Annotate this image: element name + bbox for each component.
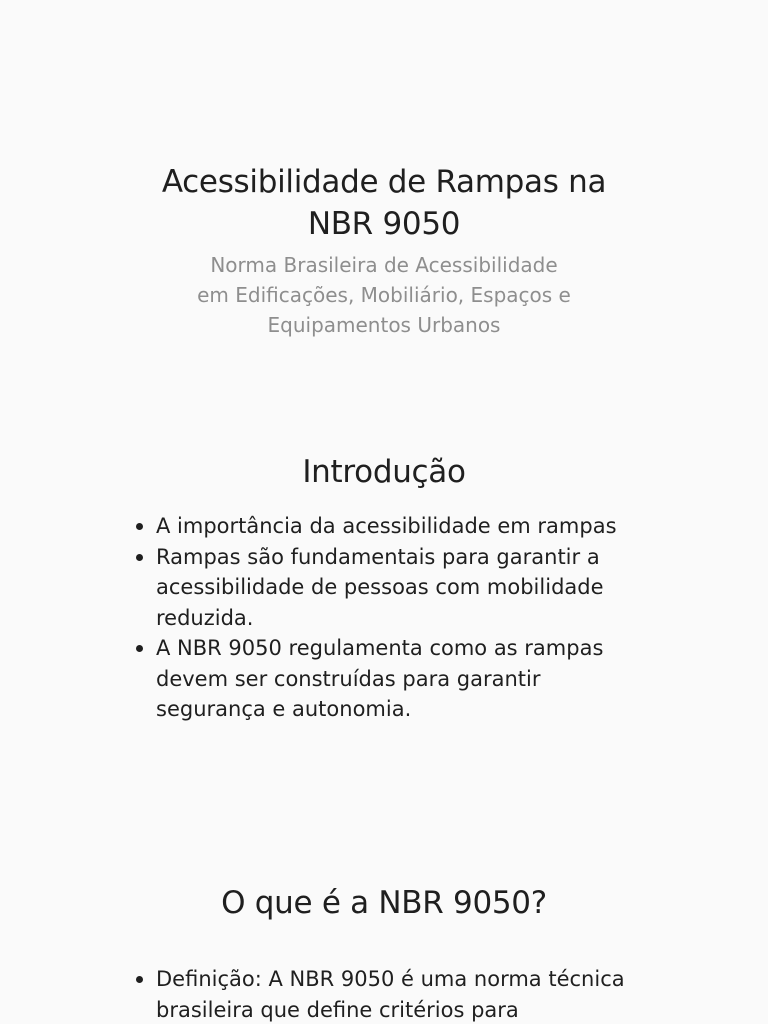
subtitle-line-3: Equipamentos Urbanos — [267, 313, 501, 337]
title-line-2: NBR 9050 — [307, 205, 461, 242]
list-item-text: Rampas são fundamentais para garantir a acessibilidade de pessoas com mobilidade reduzida. — [156, 544, 604, 630]
bullet-icon — [136, 976, 143, 983]
nbr-bullet-list — [134, 964, 654, 1024]
list-item-text: A importância da acessibilidade em rampas — [156, 514, 617, 538]
subtitle-line-2: em Edificações, Mobiliário, Espaços e — [197, 283, 571, 307]
title-line-1: Acessibilidade de Rampas na — [161, 163, 607, 200]
subtitle-line-1: Norma Brasileira de Acessibilidade — [210, 253, 558, 277]
list-item — [134, 511, 654, 542]
section-heading-o-que-e-nbr-9050: O que é a NBR 9050? — [221, 885, 547, 921]
bullet-icon — [136, 523, 143, 530]
list-item — [134, 542, 654, 634]
list-item-text: Definição: A NBR 9050 é uma norma técnica brasileira que define critérios para — [156, 967, 625, 1022]
bullet-icon — [136, 645, 143, 652]
section-heading-introducao: Introdução — [302, 454, 466, 490]
document-title — [0, 161, 768, 245]
list-item — [134, 964, 654, 1024]
introducao-bullet-list — [134, 511, 654, 725]
list-item — [134, 633, 654, 725]
document-subtitle — [0, 250, 768, 340]
list-item-text: A NBR 9050 regulamenta como as rampas devem ser construídas para garantir segurança e autonomia. — [156, 636, 604, 721]
bullet-icon — [136, 554, 143, 561]
